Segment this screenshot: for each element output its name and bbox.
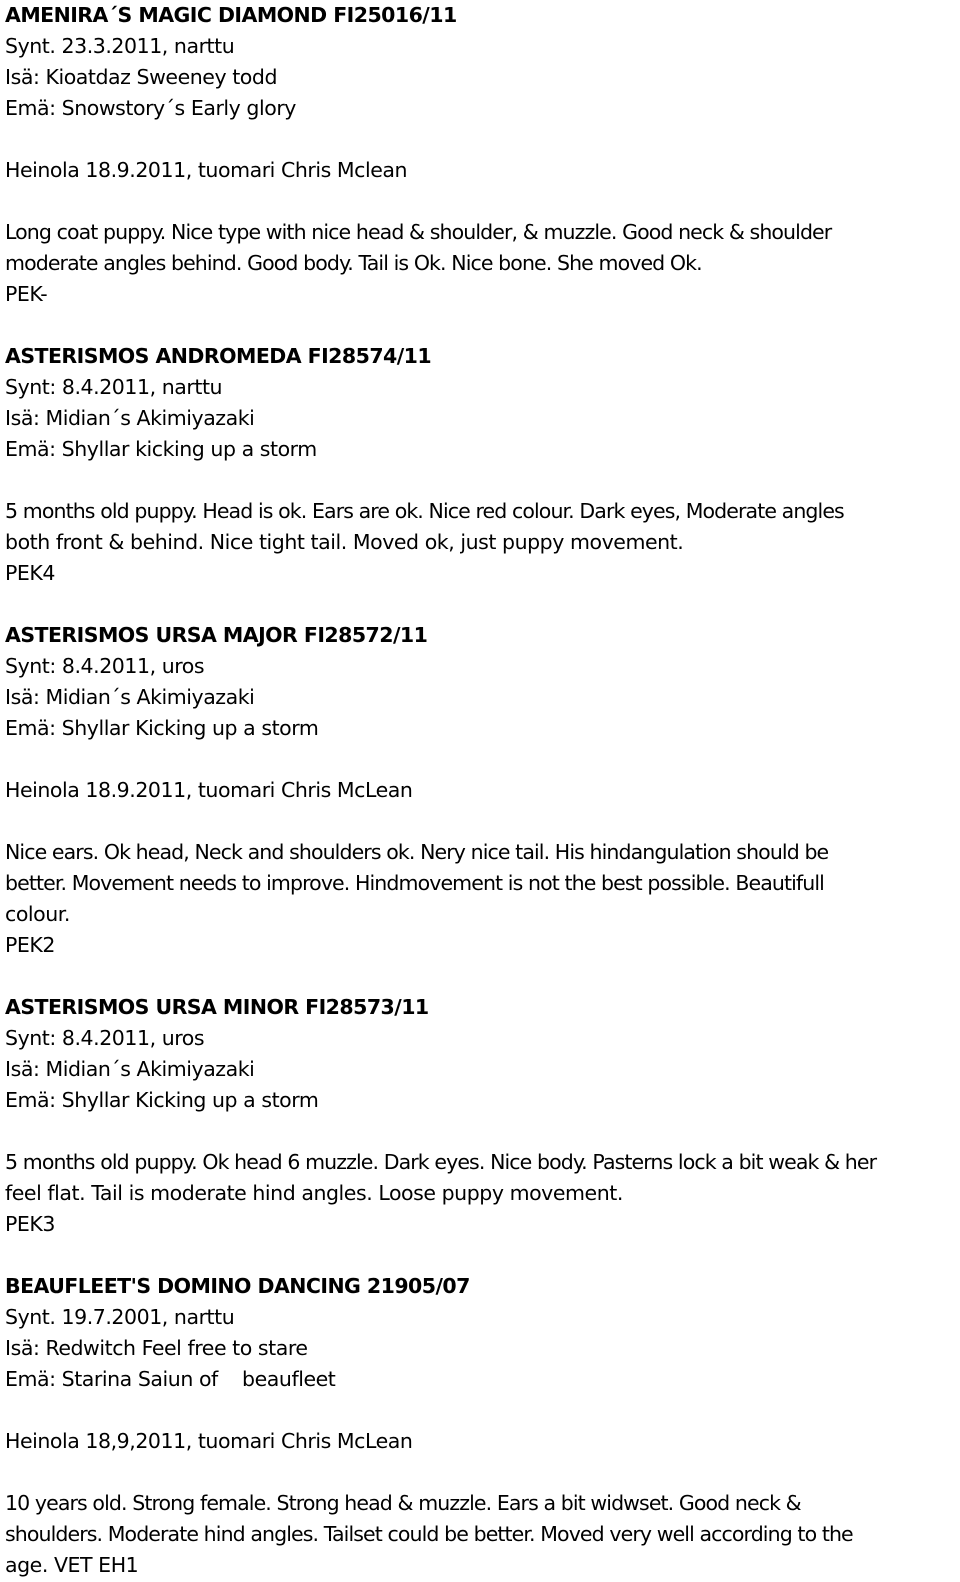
- dog-entry: [5, 992, 955, 1271]
- dog-title: AMENIRA´S MAGIC DIAMOND FI25016/11: [5, 3, 457, 27]
- dog-entry: [5, 0, 955, 341]
- critique-line: 10 years old. Strong female. Strong head & muzzle. Ears a bit widwset. Good neck &: [5, 1491, 801, 1515]
- spacer: [5, 186, 955, 217]
- critique-line: moderate angles behind. Good body. Tail is Ok. Nice bone. She moved Ok.: [5, 251, 702, 275]
- show-info: Heinola 18,9,2011, tuomari Chris McLean: [5, 1429, 413, 1453]
- critique-line: both front & behind. Nice tight tail. Moved ok, just puppy movement.: [5, 530, 684, 554]
- critique-line: colour.: [5, 902, 70, 926]
- critique-line: 5 months old puppy. Head is ok. Ears are ok. Nice red colour. Dark eyes, Moderate angles: [5, 499, 844, 523]
- spacer: [5, 589, 955, 620]
- result-grade: PEK-: [5, 282, 48, 306]
- dog-title: BEAUFLEET'S DOMINO DANCING 21905/07: [5, 1274, 470, 1298]
- birth-info: Synt: 8.4.2011, uros: [5, 654, 205, 678]
- dog-entry: [5, 620, 955, 992]
- spacer: [5, 310, 955, 341]
- sire-info: Isä: Midian´s Akimiyazaki: [5, 685, 255, 709]
- result-grade: PEK3: [5, 1212, 56, 1236]
- spacer: [5, 806, 955, 837]
- dam-info: Emä: Snowstory´s Early glory: [5, 96, 296, 120]
- sire-info: Isä: Midian´s Akimiyazaki: [5, 1057, 255, 1081]
- birth-info: Synt. 19.7.2001, narttu: [5, 1305, 235, 1329]
- spacer: [5, 1240, 955, 1271]
- dam-info: Emä: Shyllar kicking up a storm: [5, 437, 317, 461]
- result-grade: PEK4: [5, 561, 56, 585]
- spacer: [5, 1457, 955, 1488]
- critique-line: 5 months old puppy. Ok head 6 muzzle. Dark eyes. Nice body. Pasterns lock a bit weak & her: [5, 1150, 877, 1174]
- spacer: [5, 961, 955, 992]
- dam-info: Emä: Starina Saiun of beaufleet: [5, 1367, 336, 1391]
- dog-title: ASTERISMOS URSA MAJOR FI28572/11: [5, 623, 428, 647]
- result-grade: PEK2: [5, 933, 56, 957]
- spacer: [5, 465, 955, 496]
- critique-line: age. VET EH1: [5, 1553, 139, 1577]
- dog-title: ASTERISMOS URSA MINOR FI28573/11: [5, 995, 429, 1019]
- dog-title: ASTERISMOS ANDROMEDA FI28574/11: [5, 344, 432, 368]
- dam-info: Emä: Shyllar Kicking up a storm: [5, 716, 319, 740]
- critique-line: shoulders. Moderate hind angles. Tailset could be better. Moved very well according to the: [5, 1522, 853, 1546]
- critique-line: better. Movement needs to improve. Hindmovement is not the best possible. Beautifull: [5, 871, 824, 895]
- critique-line: Long coat puppy. Nice type with nice head & shoulder, & muzzle. Good neck & shoulder: [5, 220, 832, 244]
- birth-info: Synt: 8.4.2011, uros: [5, 1026, 205, 1050]
- critique-line: Nice ears. Ok head, Neck and shoulders ok. Nery nice tail. His hindangulation should be: [5, 840, 829, 864]
- critique-line: feel flat. Tail is moderate hind angles. Loose puppy movement.: [5, 1181, 623, 1205]
- spacer: [5, 1395, 955, 1426]
- dam-info: Emä: Shyllar Kicking up a storm: [5, 1088, 319, 1112]
- sire-info: Isä: Kioatdaz Sweeney todd: [5, 65, 278, 89]
- spacer: [5, 124, 955, 155]
- sire-info: Isä: Midian´s Akimiyazaki: [5, 406, 255, 430]
- sire-info: Isä: Redwitch Feel free to stare: [5, 1336, 308, 1360]
- birth-info: Synt. 23.3.2011, narttu: [5, 34, 235, 58]
- dog-entry: [5, 341, 955, 620]
- spacer: [5, 1116, 955, 1147]
- show-info: Heinola 18.9.2011, tuomari Chris Mclean: [5, 158, 408, 182]
- spacer: [5, 744, 955, 775]
- show-info: Heinola 18.9.2011, tuomari Chris McLean: [5, 778, 413, 802]
- birth-info: Synt: 8.4.2011, narttu: [5, 375, 223, 399]
- dog-entry: [5, 1271, 955, 1581]
